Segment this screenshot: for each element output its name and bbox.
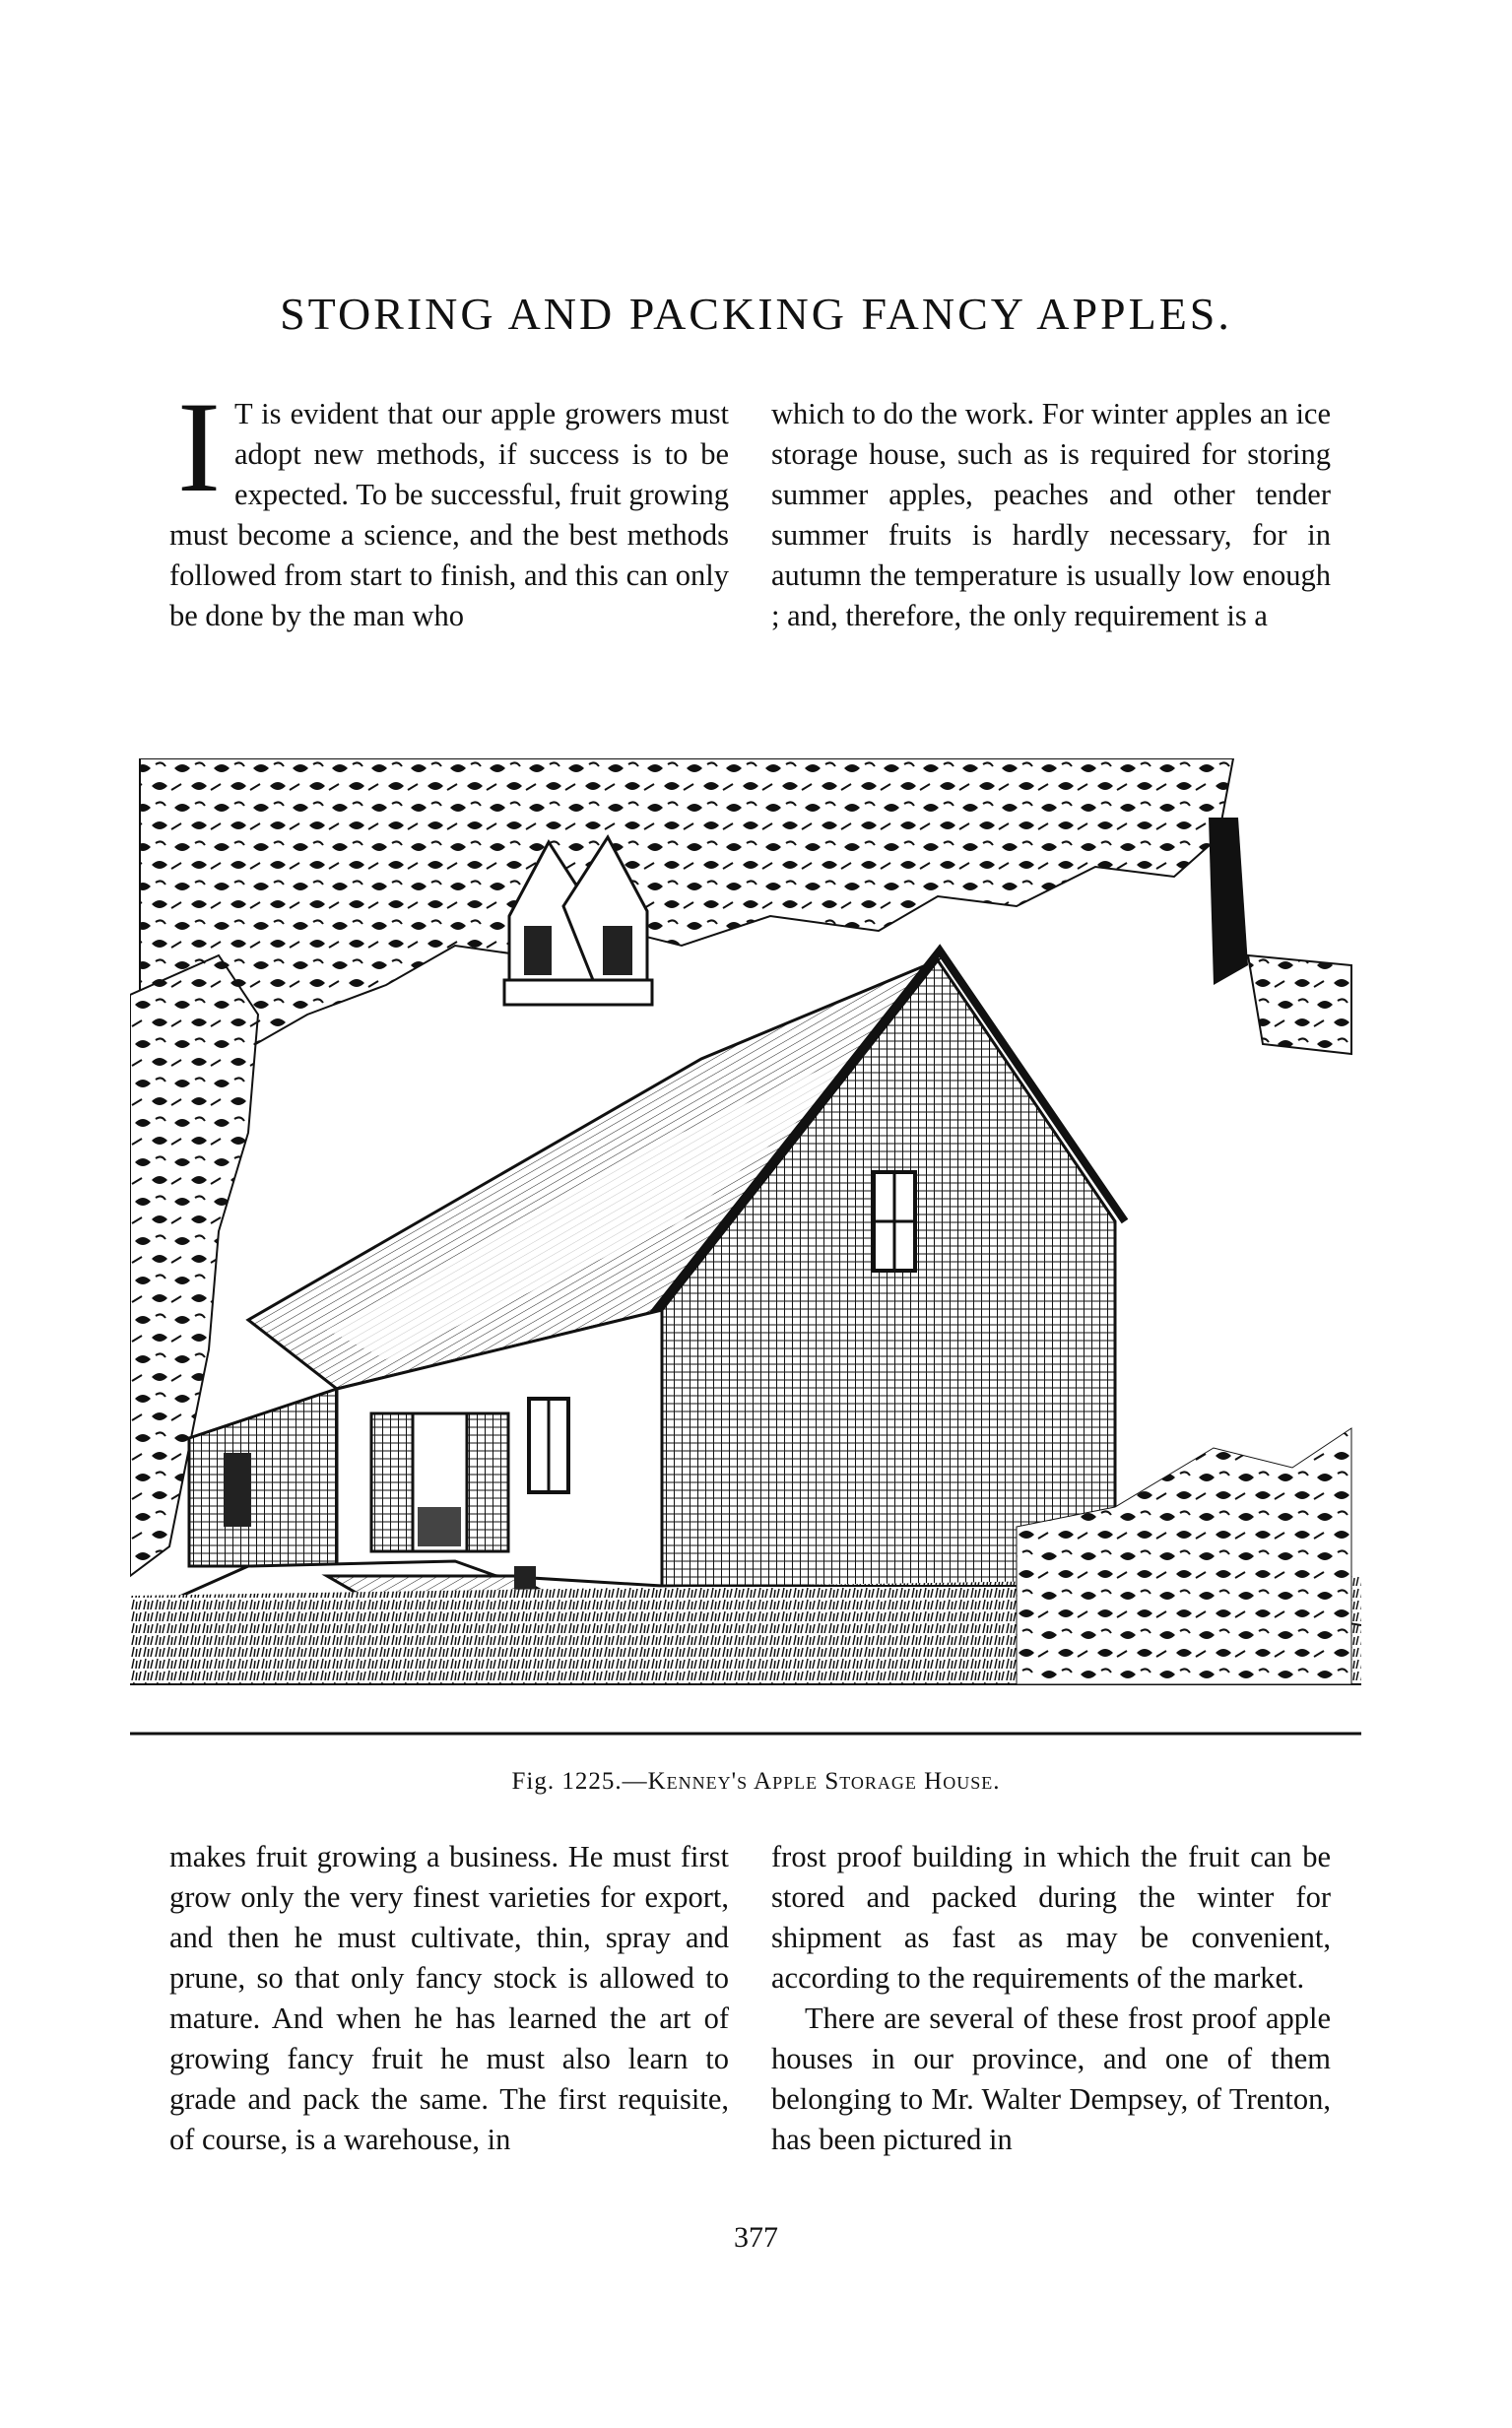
page-number: 377 — [734, 2221, 778, 2254]
figure-caption — [0, 1768, 1512, 1796]
figure-title: Kenney's Apple Storage House. — [647, 1768, 1001, 1795]
intro-paragraph-continued: which to do the work. For winter apples an ice storage house, such as is required for storing summer apples, peaches and other tender summer fruits is hardly necessary, for in autumn the temperature is usually low enough ; and, therefore, the only requirement is a — [771, 397, 1331, 632]
article-title: STORING AND PACKING FANCY APPLES. — [280, 289, 1232, 339]
body-column-right — [771, 1837, 1331, 2160]
body-paragraph: makes fruit growing a business. He must first grow only the very finest varieties for export, and then he must cultivate, thin, spray and prune, so that only fancy stock is allowed to mature. And when he has learned the art of growing fancy fruit he must also learn to grade and pack the same. The first requisite, of course, is a warehouse, in — [169, 1840, 729, 2156]
storage-house-illustration — [130, 758, 1361, 1739]
body-column-left — [169, 1837, 729, 2160]
intro-paragraph: T is evident that our apple growers must adopt new methods, if success is to be expected. To be successful, fruit growing must become a science, and the best methods followed from start to finish, and this can only be done by the man who — [169, 397, 729, 632]
body-paragraph-next: There are several of these frost proof apple houses in our province, and one of them belonging to Mr. Walter Dempsey, of Trenton, has been pictured in — [771, 2001, 1331, 2156]
intro-column-left — [169, 374, 729, 636]
figure-number: Fig. 1225.— — [511, 1768, 648, 1795]
intro-column-right — [771, 394, 1331, 636]
body-paragraph-continued: frost proof building in which the fruit can be stored and packed during the winter for shipment as fast as may be convenient, according to the requirements of the market. — [771, 1840, 1331, 1995]
drop-cap: I — [177, 374, 221, 519]
